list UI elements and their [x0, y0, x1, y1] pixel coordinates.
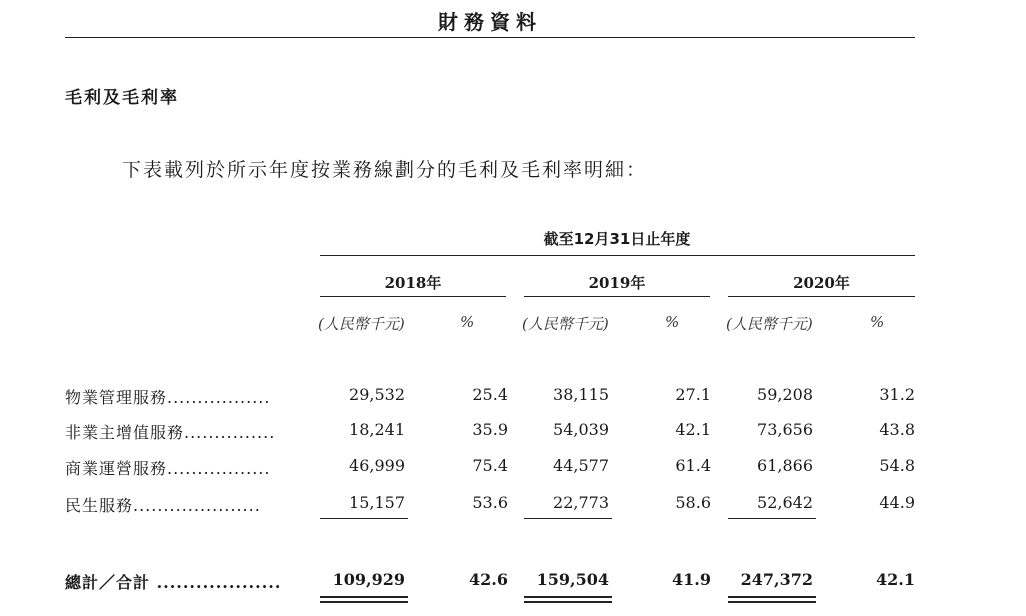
total-double-rule [524, 596, 612, 603]
table-cell: 25.4 [472, 385, 508, 404]
year-header-2018: 2018年 [384, 274, 442, 292]
table-cell: 54.8 [879, 456, 915, 475]
table-cell: 42.1 [675, 420, 711, 439]
year-divider-2020 [728, 296, 915, 297]
table-cell: 31.2 [879, 385, 915, 404]
table-cell: 61,866 [757, 456, 813, 475]
row-label-livelihood-services: 民生服務..................... [65, 496, 261, 515]
total-double-rule [728, 596, 816, 603]
total-cell: 41.9 [672, 570, 711, 589]
table-cell: 38,115 [553, 385, 609, 404]
period-label: 截至12月31日止年度 [543, 230, 691, 248]
table-cell: 61.4 [675, 456, 711, 475]
table-cell: 27.1 [675, 385, 711, 404]
section-title: 毛利及毛利率 [65, 88, 179, 108]
row-label-property-management: 物業管理服務................. [65, 388, 271, 407]
table-cell: 59,208 [757, 385, 813, 404]
unit-amount-2020: (人民幣千元) [726, 315, 813, 333]
table-cell: 75.4 [472, 456, 508, 475]
table-cell: 44.9 [879, 493, 915, 512]
subtotal-rule [728, 518, 816, 519]
total-double-rule [320, 596, 408, 603]
total-cell: 159,504 [536, 570, 609, 589]
subtotal-rule [320, 518, 408, 519]
row-label-total: 總計／合計 ................... [65, 573, 282, 592]
total-cell: 109,929 [332, 570, 405, 589]
intro-paragraph: 下表載列於所示年度按業務線劃分的毛利及毛利率明細： [122, 159, 648, 181]
total-cell: 42.6 [469, 570, 508, 589]
table-cell: 15,157 [349, 493, 405, 512]
year-header-2019: 2019年 [588, 274, 646, 292]
subtotal-rule [524, 518, 612, 519]
year-header-2020: 2020年 [793, 274, 850, 292]
table-cell: 44,577 [553, 456, 609, 475]
unit-percent-2020: % [870, 313, 885, 331]
table-cell: 18,241 [349, 420, 405, 439]
unit-percent-2019: % [665, 313, 680, 331]
table-cell: 43.8 [879, 420, 915, 439]
table-cell: 73,656 [757, 420, 813, 439]
table-cell: 52,642 [757, 493, 813, 512]
period-divider [320, 255, 915, 256]
table-cell: 35.9 [472, 420, 508, 439]
page-header-title: 財務資料 [438, 10, 542, 34]
table-cell: 53.6 [472, 493, 508, 512]
year-divider-2019 [524, 296, 710, 297]
year-divider-2018 [320, 296, 506, 297]
table-cell: 22,773 [553, 493, 609, 512]
unit-amount-2019: (人民幣千元) [522, 315, 609, 333]
table-cell: 29,532 [349, 385, 405, 404]
unit-percent-2018: % [460, 313, 475, 331]
row-label-value-added-services: 非業主增值服務............... [65, 423, 276, 442]
table-cell: 58.6 [675, 493, 711, 512]
table-cell: 54,039 [553, 420, 609, 439]
table-cell: 46,999 [349, 456, 405, 475]
total-cell: 247,372 [740, 570, 813, 589]
unit-amount-2018: (人民幣千元) [318, 315, 405, 333]
row-label-commercial-operation: 商業運營服務................. [65, 459, 271, 478]
header-divider [65, 37, 915, 38]
total-cell: 42.1 [876, 570, 915, 589]
